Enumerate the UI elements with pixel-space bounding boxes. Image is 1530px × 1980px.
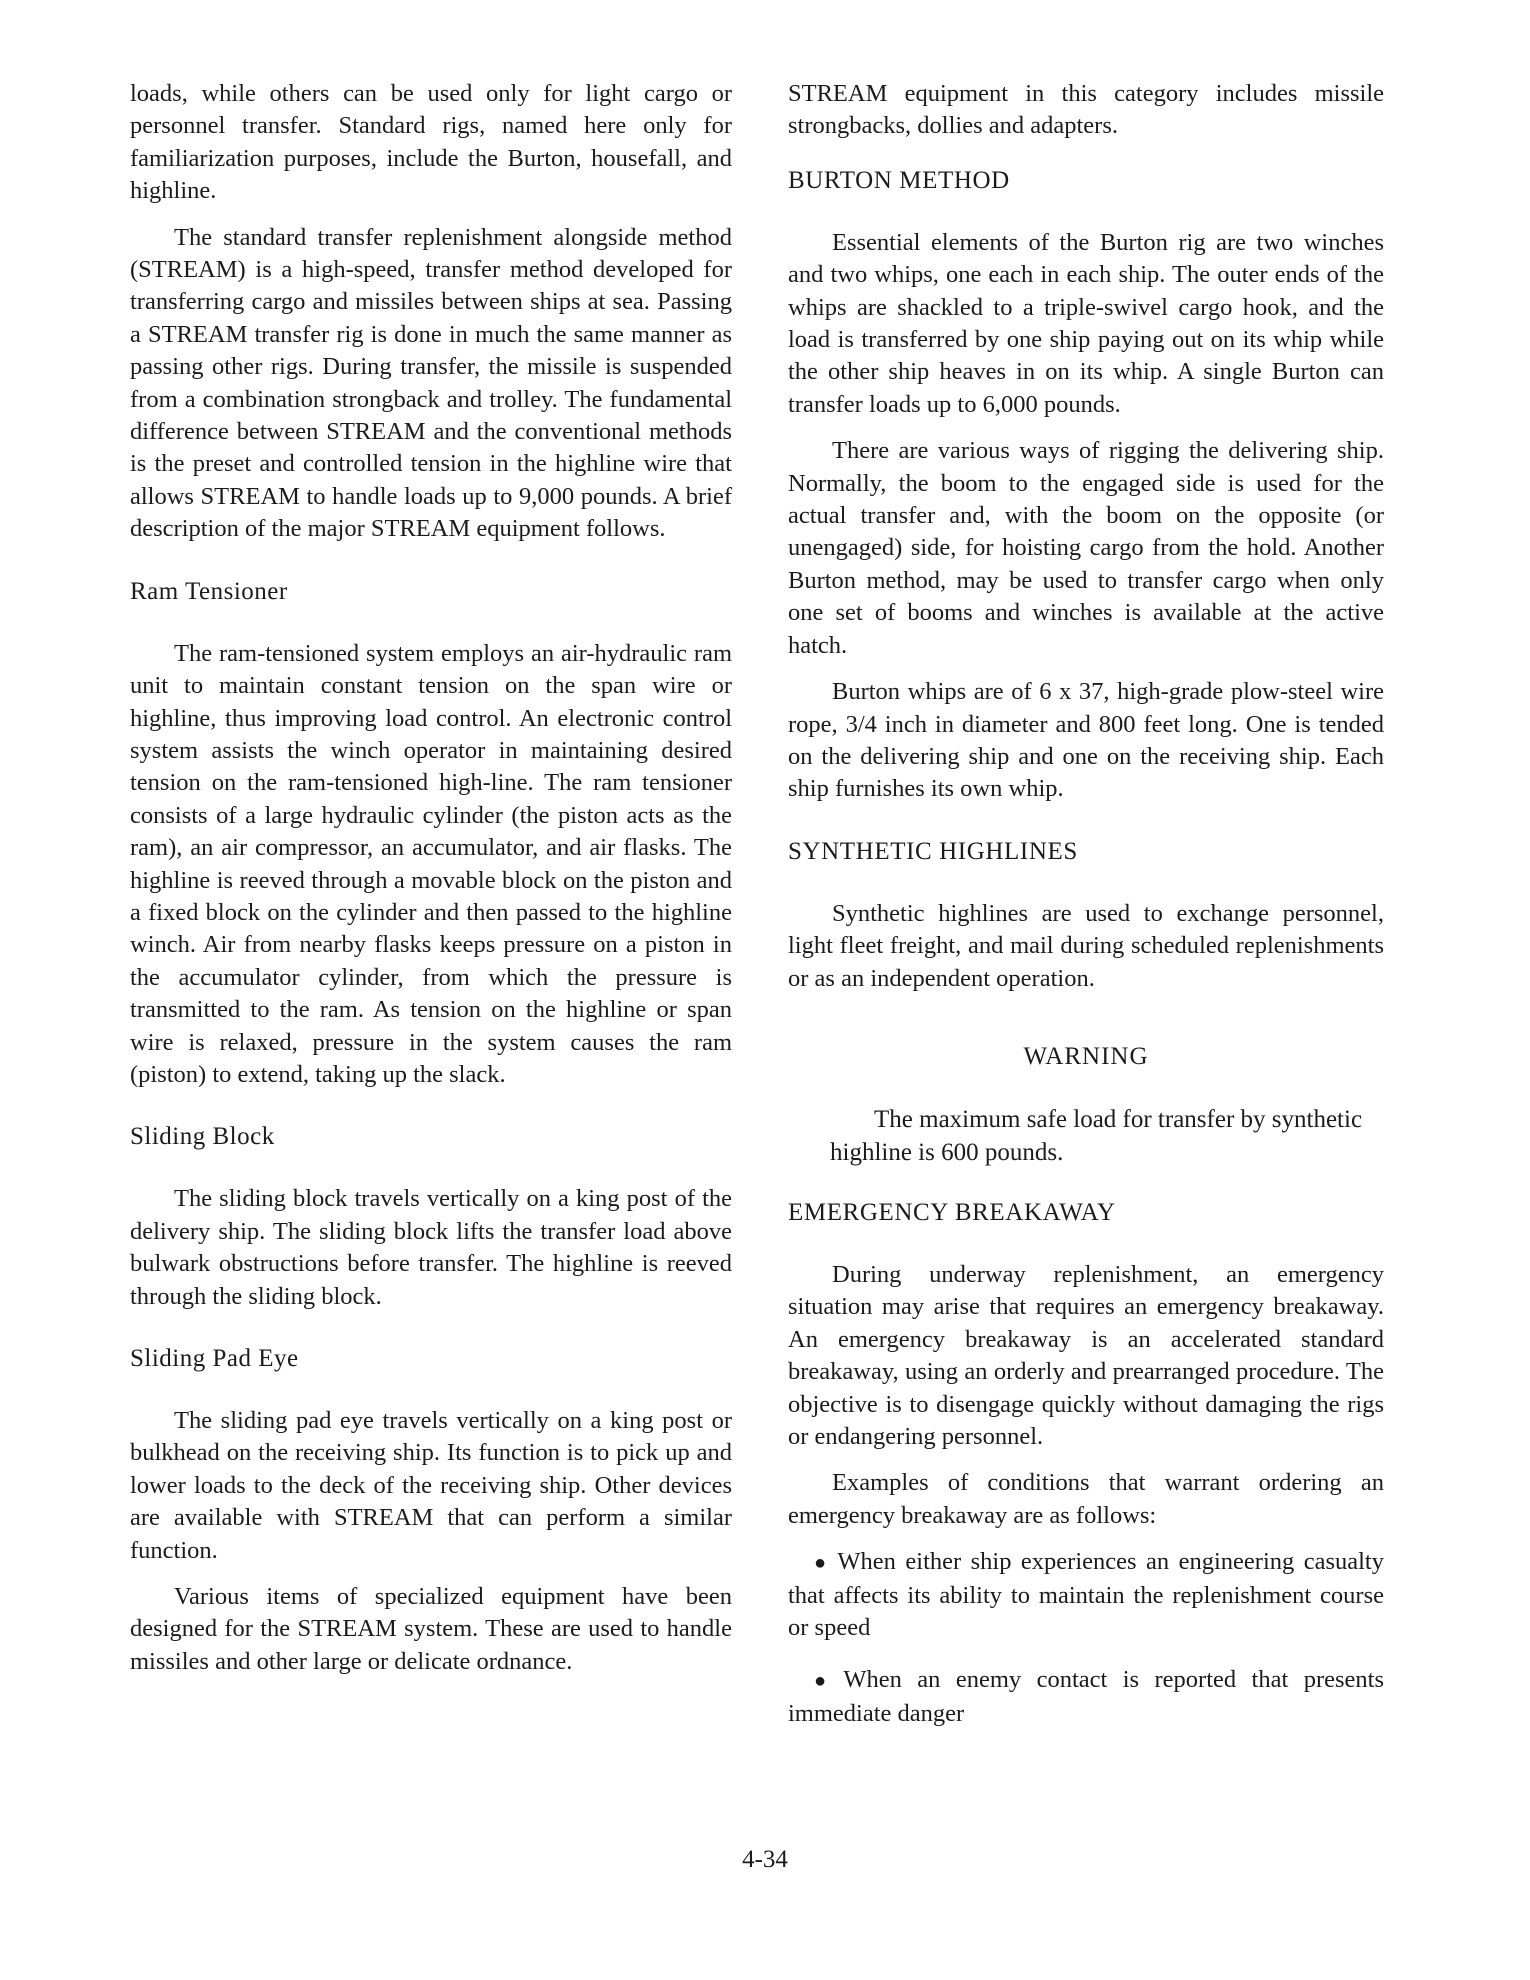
list-item: [788, 1546, 1384, 1644]
paragraph-synthetic-highlines: Synthetic highlines are used to exchange personnel, light fleet freight, and mail during scheduled replenishments or as an independent operation.: [788, 899, 1384, 992]
paragraph-sliding-block: The sliding block travels vertically on a king post of the delivery ship. The sliding block lifts the transfer load above bulwark obstructions before transfer. The highline is reeved through the sliding block.: [130, 1185, 732, 1310]
heading-sliding-pad-eye: Sliding Pad Eye: [130, 1345, 299, 1372]
bullet-icon: ●: [814, 1670, 836, 1693]
bullet-text: When an enemy contact is reported that presents immediate danger: [788, 1666, 1384, 1727]
bullet-icon: ●: [814, 1552, 830, 1575]
heading-synthetic-highlines: SYNTHETIC HIGHLINES: [788, 837, 1078, 865]
heading-ram-tensioner: Ram Tensioner: [130, 577, 288, 605]
paragraph-sliding-pad-eye: The sliding pad eye travels vertically on a king post or bulkhead on the receiving ship. Its function is to pick up and lower loads to the deck of the receiving ship. Other devices are available with STREAM that can perform a similar function.: [130, 1407, 732, 1564]
heading-sliding-block: Sliding Block: [130, 1123, 275, 1151]
paragraph-stream-intro: The standard transfer replenishment alongside method (STREAM) is a high-speed, transfer method developed for transferring cargo and missiles between ships at sea. Passing a STREAM transfer rig is done in much the same manner as passing other rigs. During transfer, the missile is suspended from a combination strongback and trolley. The fundamental difference between STREAM and the conventional methods is the preset and controlled tension in the highline wire that allows STREAM to handle loads up to 9,000 pounds. A brief description of the major STREAM equipment follows.: [130, 223, 732, 543]
paragraph-loads: loads, while others can be used only for light cargo or personnel transfer. Standard rigs, named here only for familiarization purposes, include the Burton, housefall, and highline.: [130, 80, 732, 205]
paragraph-burton-elements: Essential elements of the Burton rig are two winches and two whips, one each in each ship. The outer ends of the whips are shackled to a triple-swivel cargo hook, and the load is transferred by one ship paying out on its whip while the other ship heaves in on its whip. A single Burton can transfer loads up to 6,000 pounds.: [788, 228, 1384, 418]
paragraph-emergency-breakaway: During underway replenishment, an emergency situation may arise that requires an emergency breakaway. An emergency breakaway is an accelerated standard breakaway, using an orderly and prearranged procedure. The objective is to disengage quickly without damaging the rigs or endangering personnel.: [788, 1260, 1384, 1450]
paragraph-breakaway-conditions: Examples of conditions that warrant ordering an emergency breakaway are as follows:: [788, 1469, 1384, 1529]
paragraph-ram-tensioner: The ram-tensioned system employs an air-hydraulic ram unit to maintain constant tension on the span wire or highline, thus improving load control. An electronic control system assists the winch operator in maintaining desired tension on the ram-tensioned high-line. The ram tensioner consists of a large hydraulic cylinder (the piston acts as the ram), an air compressor, an accumulator, and air flasks. The highline is reeved through a movable block on the piston and a fixed block on the cylinder and then passed to the highline winch. Air from nearby flasks keeps pressure on a piston in the accumulator cylinder, from which the pressure is transmitted to the ram. As tension on the highline or span wire is relaxed, pressure in the system causes the ram (piston) to extend, taking up the slack.: [130, 639, 732, 1088]
paragraph-burton-whips: Burton whips are of 6 x 37, high-grade plow-steel wire rope, 3/4 inch in diameter and 800 feet long. One is tended on the delivering ship and one on the receiving ship. Each ship furnishes its own whip.: [788, 678, 1384, 803]
warning-text: The maximum safe load for transfer by synthetic highline is 600 pounds.: [830, 1105, 1363, 1166]
list-item: [788, 1664, 1384, 1730]
warning-title: WARNING: [1023, 1042, 1149, 1070]
heading-burton-method: BURTON METHOD: [788, 166, 1010, 194]
right-column: [788, 78, 1384, 1750]
heading-emergency-breakaway: EMERGENCY BREAKAWAY: [788, 1198, 1116, 1226]
paragraph-burton-rigging: There are various ways of rigging the delivering ship. Normally, the boom to the engaged side is used for the actual transfer and, with the boom on the opposite (or unengaged) side, for hoisting cargo from the hold. Another Burton method, may be used to transfer cargo when only one set of booms and winches is available at the active hatch.: [788, 437, 1384, 659]
paragraph-stream-equipment-continued: STREAM equipment in this category includes missile strongbacks, dollies and adapters.: [788, 80, 1384, 140]
bullet-text: When either ship experiences an engineering casualty that affects its ability to maintain the replenishment course or speed: [788, 1548, 1384, 1641]
left-column: [130, 78, 732, 1692]
page-number: 4-34: [742, 1846, 788, 1873]
paragraph-specialized-equipment: Various items of specialized equipment have been designed for the STREAM system. These are used to handle missiles and other large or delicate ordnance.: [130, 1583, 732, 1675]
